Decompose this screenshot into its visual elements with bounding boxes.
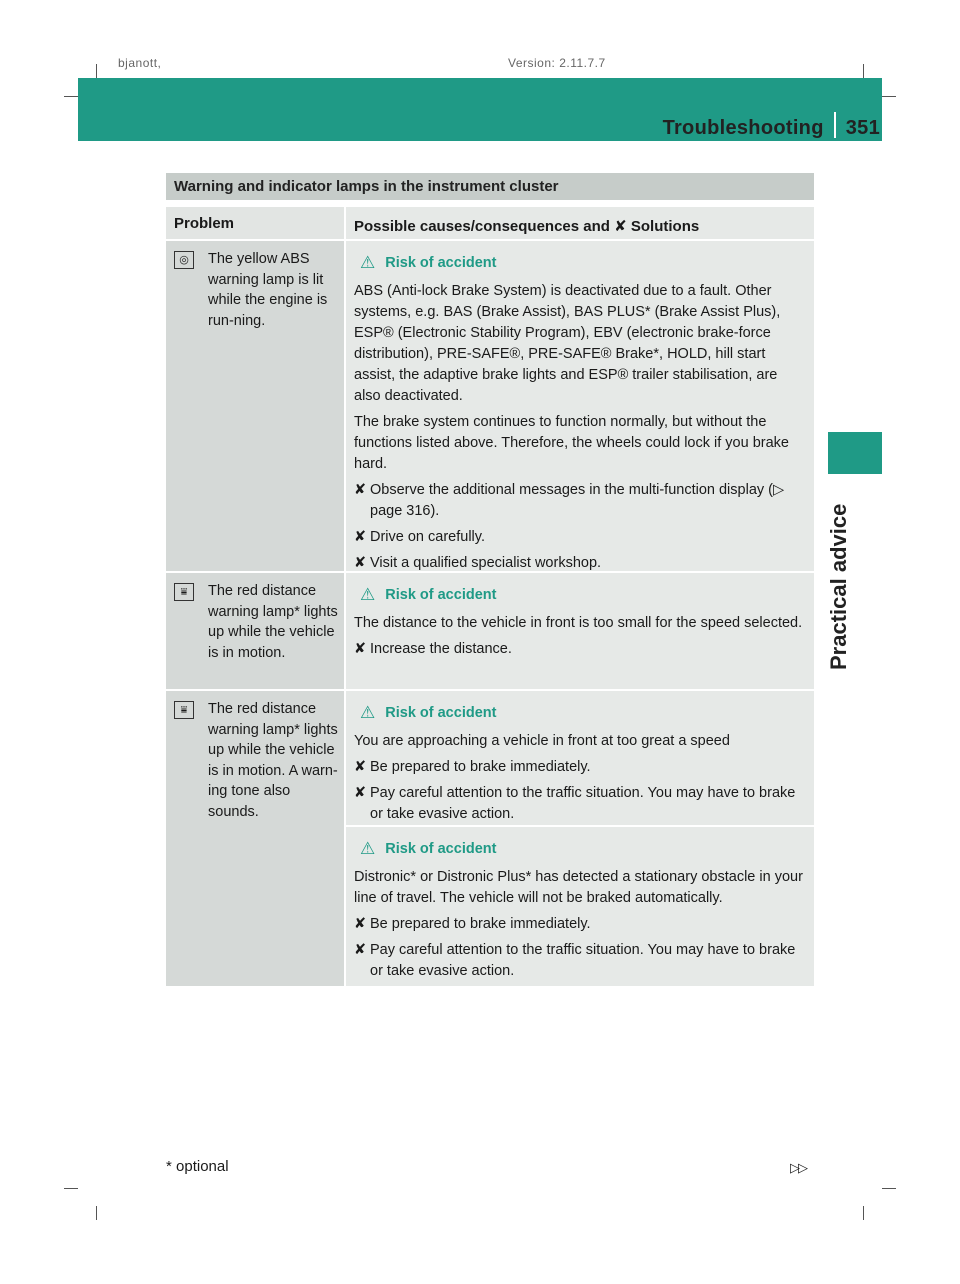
warning-triangle-icon: ⚠ [360,839,376,858]
warning [354,839,806,859]
section-title: Troubleshooting [662,117,824,139]
crop-mark [882,1188,896,1189]
crop-mark [863,64,864,78]
warning-triangle-icon: ⚠ [360,703,376,722]
solution-cell [344,573,814,689]
problem-text: The red distance warning lamp* lights up while the vehicle is in motion. A warn-ing tone also sounds. [208,701,338,820]
meta-author: bjanott, [118,56,162,70]
warning-label: Risk of accident [385,255,497,271]
problem-text: The red distance warning lamp* lights up while the vehicle is in motion. [208,583,338,661]
step-text: Pay careful attention to the traffic situation. You may have to brake or take evasive action. [370,942,796,979]
footnote: * optional [166,1158,229,1175]
step-text: Visit a qualified specialist workshop. [370,555,602,571]
spacer [166,200,814,207]
problem-cell [166,691,344,986]
warning-triangle-icon: ⚠ [360,585,376,604]
warning-label: Risk of accident [385,705,497,721]
warning [354,585,806,605]
step [354,783,806,825]
step-text: Pay careful attention to the traffic situation. You may have to brake or take evasive action. [370,785,796,822]
problem-text: The yellow ABS warning lamp is lit while the engine is run-ning. [208,251,328,329]
step [354,914,806,935]
crop-mark [882,96,896,97]
step [354,527,806,548]
warning-label: Risk of accident [385,587,497,603]
crop-mark [96,64,97,78]
action-arrow-icon: ✘ [354,641,367,657]
abs-lamp-icon: ◎ [174,251,194,269]
step-text: Drive on carefully. [370,529,485,545]
table-row [166,571,814,689]
action-arrow-icon: ✘ [354,942,367,958]
crop-mark [64,1188,78,1189]
continue-arrows-icon: ▷▷ [790,1160,806,1175]
page-number: 351 [845,117,880,139]
solution-block [346,573,814,677]
paragraph: ABS (Anti-lock Brake System) is deactivated due to a fault. Other systems, e.g. BAS (Brake Assist), BAS PLUS* (Brake Assist Plus), ESP® (Electronic Stability Program), EBV (electronic brake-force distribution), PRE-SAFE®, PRE-SAFE® Brake*, HOLD, hill start assist, the adaptive brake lights and ESP® trailer stabilisation, are also deactivated. [354,283,781,404]
table-title: Warning and indicator lamps in the instrument cluster [166,173,814,200]
table-row [166,239,814,571]
table-row [166,689,814,986]
warning-label: Risk of accident [385,841,497,857]
action-arrow-icon: ✘ [354,916,367,932]
action-arrow-icon: ✘ [354,529,367,545]
solution-cell [344,241,814,571]
warning [354,253,806,273]
distance-warning-lamp-icon: ⩸ [174,583,194,601]
col-solutions [344,207,814,239]
col-solutions-label-b: Solutions [630,218,700,235]
step [354,757,806,778]
header-divider [834,112,836,138]
step [354,553,806,574]
step [354,940,806,982]
action-arrow-icon: ✘ [354,785,367,801]
warning [354,703,806,723]
crop-mark [64,96,78,97]
solution-block [346,241,814,591]
paragraph: You are approaching a vehicle in front at too great a speed [354,733,730,749]
side-tab-marker [828,432,882,474]
problem-cell [166,241,344,571]
solution-block [346,825,814,999]
solution-cell [344,691,814,986]
step [354,639,806,660]
step-text: Observe the additional messages in the multi-function display (▷ page 316). [370,482,785,519]
step-text: Be prepared to brake immediately. [370,759,591,775]
col-problem: Problem [174,215,235,232]
solution-block [346,691,814,825]
warning-triangle-icon: ⚠ [360,253,376,272]
table-header [166,207,814,239]
crop-mark [96,1206,97,1220]
crop-mark [863,1206,864,1220]
action-arrow-icon: ✘ [354,482,367,498]
step-text: Be prepared to brake immediately. [370,916,591,932]
action-arrow-icon: ✘ [614,218,627,235]
paragraph: Distronic* or Distronic Plus* has detected a stationary obstacle in your line of travel. The vehicle will not be braked automatically. [354,869,803,906]
col-solutions-label: Possible causes/consequences and [354,218,610,235]
meta-version: Version: 2.11.7.7 [508,56,606,70]
action-arrow-icon: ✘ [354,759,367,775]
distance-warning-lamp-icon: ⩸ [174,701,194,719]
paragraph: The brake system continues to function normally, but without the functions listed above. Therefore, the wheels could lock if you brake hard. [354,414,789,472]
side-tab-label: Practical advice [826,503,851,670]
warning-lamps-table [166,173,814,986]
problem-cell [166,573,344,689]
action-arrow-icon: ✘ [354,555,367,571]
page-header [663,112,880,140]
step-text: Increase the distance. [370,641,512,657]
paragraph: The distance to the vehicle in front is too small for the speed selected. [354,615,803,631]
step [354,480,806,522]
